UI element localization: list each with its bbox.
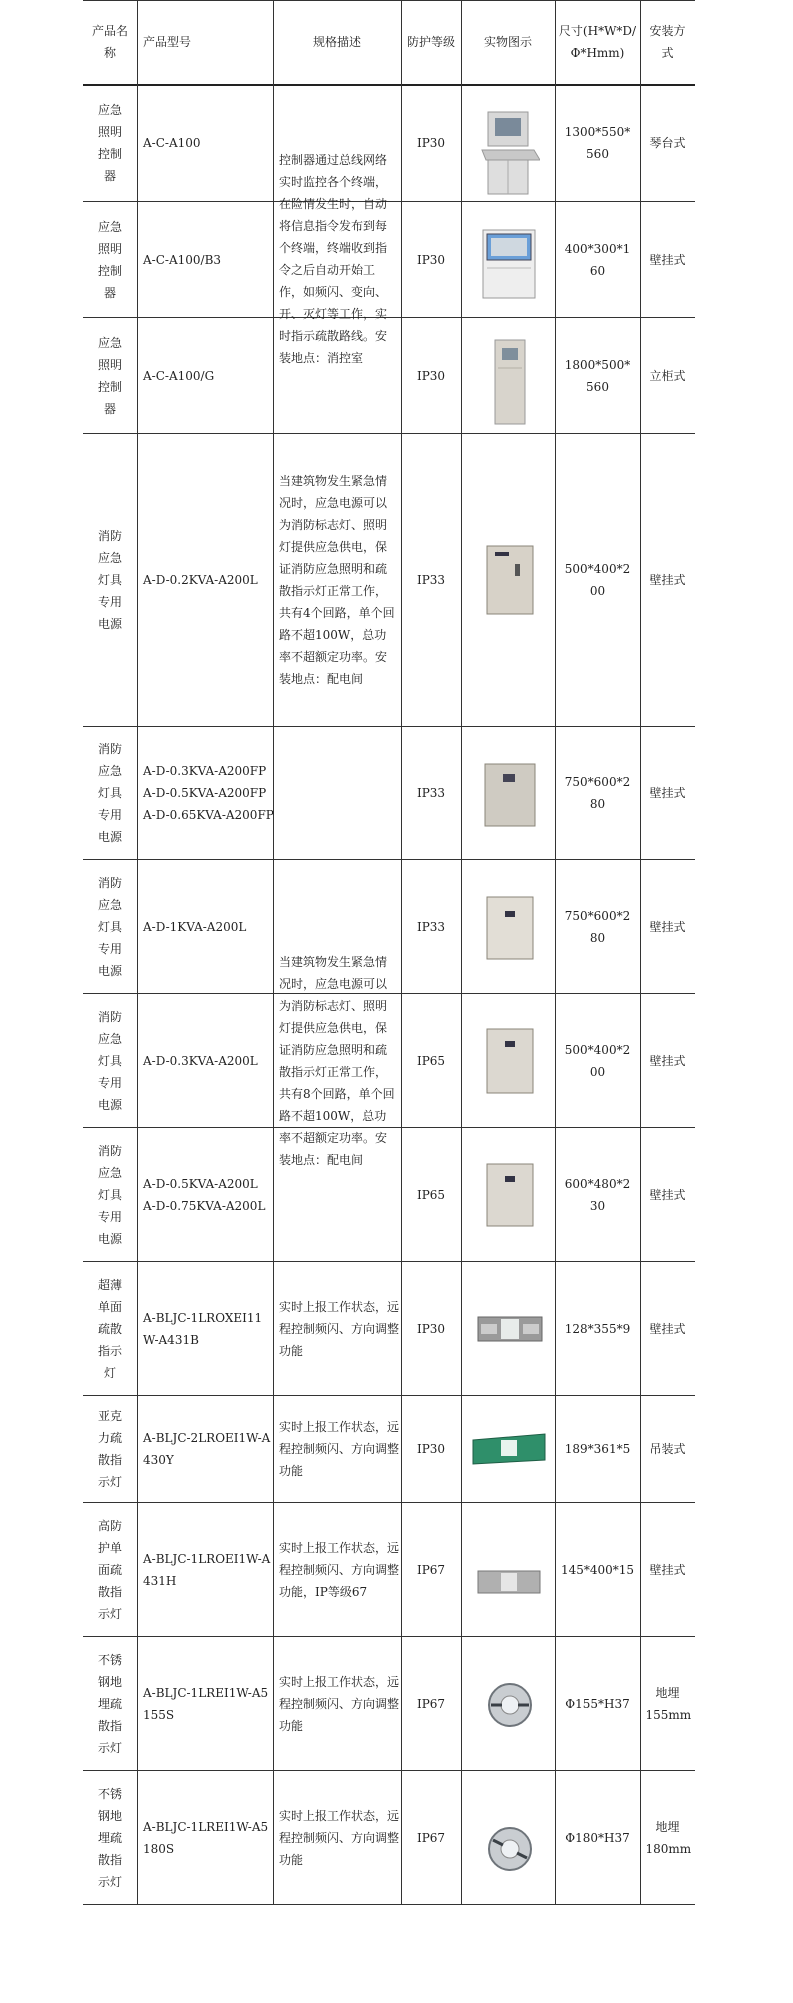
row-protection: IP30	[416, 368, 446, 383]
header-protection: 防护等级	[407, 35, 456, 49]
row-model: A-C-A100/G	[143, 368, 215, 383]
model-line: A-D-0.65KVA-A200FP	[143, 808, 274, 822]
row-install: 壁挂式	[649, 252, 686, 267]
row-size: 750*600*280	[564, 775, 631, 811]
spec-block-controllers: 控制器通过总线网络实时监控各个终端，在险情发生时，自动将信息指令发布到每个终端，终端收到指令之后自动开始工作，如频闪、变向、开、灭灯等工作，实时指示疏散路线。安装地点：消控室	[279, 153, 388, 365]
row-protection: IP67	[416, 1562, 446, 1577]
row-name: 亚克力疏散指示灯	[97, 1409, 122, 1489]
row-size: 600*480*230	[564, 1176, 631, 1213]
power-box-photo	[483, 762, 537, 828]
floor-light-photo	[487, 1826, 533, 1872]
row-model: A-BLJC-2LROEI1W-A430Y	[143, 1431, 271, 1467]
row-name: 消防应急灯具专用电源	[97, 742, 122, 844]
col-rule	[137, 0, 138, 1905]
row-spec: 实时上报工作状态，远程控制频闪、方向调整功能，IP等级67	[279, 1540, 400, 1599]
row-name: 应急照明控制器	[97, 335, 122, 416]
row-spec: 实时上报工作状态，远程控制频闪、方向调整功能	[279, 1808, 400, 1867]
row-model: A-BLJC-1LREI1W-A5155S	[143, 1685, 269, 1722]
row-protection: IP33	[416, 786, 446, 800]
row-model: A-BLJC-1LROEI1W-A431H	[143, 1551, 271, 1588]
row-spec: 实时上报工作状态，远程控制频闪、方向调整功能	[279, 1299, 400, 1358]
row-model	[143, 727, 273, 859]
row-model: A-BLJC-1LROXEI11W-A431B	[143, 1310, 263, 1347]
ip67-exit-sign-photo	[477, 1570, 541, 1594]
model-line: A-D-0.5KVA-A200L	[143, 1176, 258, 1191]
row-size: 128*355*9	[564, 1321, 631, 1336]
row-size: 500*400*200	[564, 1042, 631, 1079]
row-size: 1300*550*560	[564, 125, 631, 161]
row-size: Φ155*H37	[565, 1696, 630, 1711]
header-size: 尺寸(H*W*D/Φ*Hmm)	[558, 24, 637, 60]
row-name: 消防应急灯具专用电源	[97, 1009, 122, 1112]
row-name: 消防应急灯具专用电源	[97, 1143, 122, 1246]
row-install: 立柜式	[649, 368, 686, 383]
row-size: 400*300*160	[564, 241, 631, 278]
row-install: 壁挂式	[649, 1562, 686, 1577]
console-cabinet-photo	[480, 108, 540, 198]
power-box-photo	[485, 1027, 535, 1095]
acrylic-exit-sign-photo	[469, 1430, 549, 1466]
row-spec: 实时上报工作状态，远程控制频闪、方向调整功能	[279, 1674, 400, 1733]
exit-sign-photo	[477, 1316, 543, 1342]
row-size: 189*361*5	[564, 1442, 631, 1456]
row-name: 应急照明控制器	[97, 219, 122, 300]
header-model: 产品型号	[143, 35, 192, 49]
header-name: 产品名称	[91, 24, 128, 60]
row-install: 壁挂式	[649, 786, 686, 800]
header-spec: 规格描述	[312, 35, 361, 49]
row-model: A-D-0.2KVA-A200L	[143, 573, 258, 587]
row-size: 500*400*200	[564, 562, 631, 598]
row-model: A-C-A100/B3	[143, 252, 222, 267]
row-install: 地埋155mm	[645, 1685, 692, 1722]
col-rule	[461, 0, 462, 1905]
power-box-photo	[485, 895, 535, 961]
spec-block-power-4: 当建筑物发生紧急情况时，应急电源可以为消防标志灯、照明灯提供应急供电，保证消防应急照明和疏散指示灯正常工作，共有4个回路，单个回路不超100W，总功率不超额定功率。安装地点：配电间	[279, 474, 395, 686]
row-install: 吊装式	[649, 1442, 686, 1456]
row-name: 不锈钢地埋疏散指示灯	[97, 1652, 122, 1755]
wall-controller-photo	[481, 228, 537, 300]
row-name: 消防应急灯具专用电源	[97, 875, 122, 978]
col-rule	[273, 0, 274, 1905]
row-protection: IP65	[416, 1187, 446, 1202]
row-install: 壁挂式	[649, 919, 686, 934]
row-model: A-C-A100	[143, 136, 201, 150]
row-install: 壁挂式	[649, 1187, 686, 1202]
row-install: 地埋180mm	[645, 1819, 692, 1856]
row-protection: IP30	[416, 1442, 446, 1456]
row-spec: 实时上报工作状态，远程控制频闪、方向调整功能	[279, 1420, 400, 1478]
model-line: A-D-0.75KVA-A200L	[143, 1198, 266, 1213]
row-model: A-D-1KVA-A200L	[143, 919, 247, 934]
row-protection: IP30	[416, 136, 446, 150]
row-name: 应急照明控制器	[97, 103, 122, 183]
row-protection: IP67	[416, 1830, 446, 1845]
standing-cabinet-photo	[493, 338, 527, 426]
row-size: Φ180*H37	[565, 1830, 630, 1845]
row-install: 壁挂式	[649, 573, 686, 587]
product-table	[83, 0, 695, 1965]
model-line: A-D-0.3KVA-A200FP	[143, 764, 267, 778]
row-install: 壁挂式	[649, 1053, 686, 1068]
floor-light-photo	[487, 1682, 533, 1728]
row-install: 琴台式	[649, 136, 686, 150]
rule	[83, 1904, 695, 1905]
row-name: 消防应急灯具专用电源	[97, 529, 122, 631]
row-name: 超薄单面疏散指示灯	[97, 1277, 122, 1380]
row-model: A-D-0.3KVA-A200L	[143, 1053, 258, 1068]
row-protection: IP65	[416, 1053, 446, 1068]
power-box-photo	[485, 544, 535, 616]
row-size: 145*400*15	[560, 1562, 635, 1577]
row-size: 750*600*280	[564, 908, 631, 945]
power-box-photo	[485, 1162, 535, 1228]
row-protection: IP30	[416, 1321, 446, 1336]
row-protection: IP33	[416, 573, 446, 587]
spec-block-power-8: 当建筑物发生紧急情况时，应急电源可以为消防标志灯、照明灯提供应急供电，保证消防应急照明和疏散指示灯正常工作，共有8个回路，单个回路不超100W，总功率不超额定功率。安装地点：配电间	[279, 955, 395, 1167]
row-name: 高防护单面疏散指示灯	[97, 1518, 122, 1621]
row-protection: IP67	[416, 1696, 446, 1711]
row-protection: IP33	[416, 919, 446, 934]
header-photo: 实物图示	[483, 35, 532, 49]
row-install: 壁挂式	[649, 1321, 686, 1336]
row-size: 1800*500*560	[564, 357, 631, 394]
header-install: 安装方式	[649, 24, 686, 60]
row-model	[143, 1128, 273, 1261]
row-protection: IP30	[416, 252, 446, 267]
row-model: A-BLJC-1LREI1W-A5180S	[143, 1819, 269, 1856]
model-line: A-D-0.5KVA-A200FP	[143, 786, 267, 800]
row-name: 不锈钢地埋疏散指示灯	[97, 1786, 122, 1889]
